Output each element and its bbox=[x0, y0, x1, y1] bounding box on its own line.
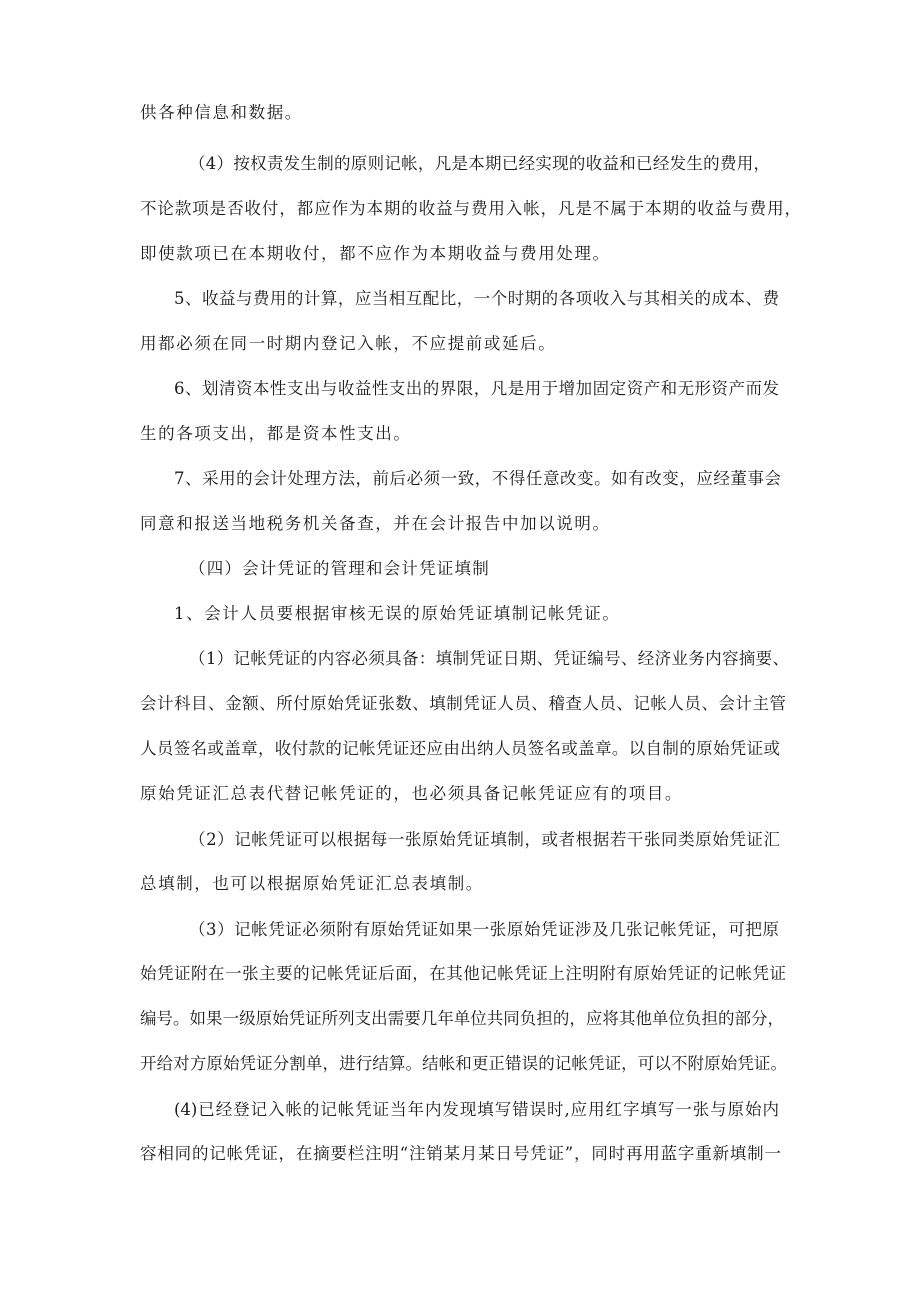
text-line: 总填制，也可以根据原始凭证汇总表填制。 bbox=[140, 874, 484, 893]
text-line: 即使款项已在本期收付，都不应作为本期收益与费用处理。 bbox=[140, 244, 611, 263]
text-line: 原始凭证汇总表代替记帐凭证的，也必须具备记帐凭证应有的项目。 bbox=[140, 784, 683, 803]
text-line: 1、会计人员要根据审核无误的原始凭证填制记帐凭证。 bbox=[174, 604, 621, 623]
text-line: 始凭证附在一张主要的记帐凭证后面，在其他记帐凭证上注明附有原始凭证的记帐凭证 bbox=[140, 964, 786, 983]
text-line: 5、收益与费用的计算，应当相互配比，一个时期的各项收入与其相关的成本、费 bbox=[174, 289, 779, 308]
text-line: 供各种信息和数据。 bbox=[140, 103, 303, 122]
text-line: （4）按权责发生制的原则记帐，凡是本期已经实现的收益和已经发生的费用， bbox=[189, 154, 770, 173]
section-heading: （四）会计凭证的管理和会计凭证填制 bbox=[189, 559, 490, 578]
text-line: 同意和报送当地税务机关备查，并在会计报告中加以说明。 bbox=[140, 514, 611, 533]
text-line: (4)已经登记入帐的记帐凭证当年内发现填写错误时,应用红字填写一张与原始内 bbox=[174, 1100, 779, 1119]
text-line: （1）记帐凭证的内容必须具备：填制凭证日期、凭证编号、经济业务内容摘要、 bbox=[189, 649, 789, 668]
text-line: 生的各项支出，都是资本性支出。 bbox=[140, 424, 412, 443]
text-line: 6、划清资本性支出与收益性支出的界限，凡是用于增加固定资产和无形资产而发 bbox=[174, 379, 779, 398]
text-line: 容相同的记帐凭证，在摘要栏注明“注销某月某日号凭证”，同时再用蓝字重新填制一 bbox=[140, 1144, 781, 1163]
text-line: 用都必须在同一时期内登记入帐，不应提前或延后。 bbox=[140, 334, 557, 353]
text-line: 7、采用的会计处理方法，前后必须一致，不得任意改变。如有改变，应经董事会 bbox=[174, 469, 781, 488]
text-line: 不论款项是否收付，都应作为本期的收益与费用入帐，凡是不属于本期的收益与费用， bbox=[140, 199, 801, 218]
text-line: 编号。如果一级原始凭证所列支出需要几年单位共同负担的，应将其他单位负担的部分， bbox=[140, 1009, 784, 1028]
text-line: （2）记帐凭证可以根据每一张原始凭证填制，或者根据若干张同类原始凭证汇 bbox=[189, 830, 780, 849]
text-line: 会计科目、金额、所付原始凭证张数、填制凭证人员、稽查人员、记帐人员、会计主管 bbox=[140, 694, 786, 713]
text-line: 开给对方原始凭证分割单，进行结算。结帐和更正错误的记帐凭证，可以不附原始凭证。 bbox=[140, 1054, 787, 1073]
text-line: （3）记帐凭证必须附有原始凭证如果一张原始凭证涉及几张记帐凭证，可把原 bbox=[189, 920, 779, 939]
text-line: 人员签名或盖章，收付款的记帐凭证还应由出纳人员签名或盖章。以自制的原始凭证或 bbox=[140, 739, 780, 758]
